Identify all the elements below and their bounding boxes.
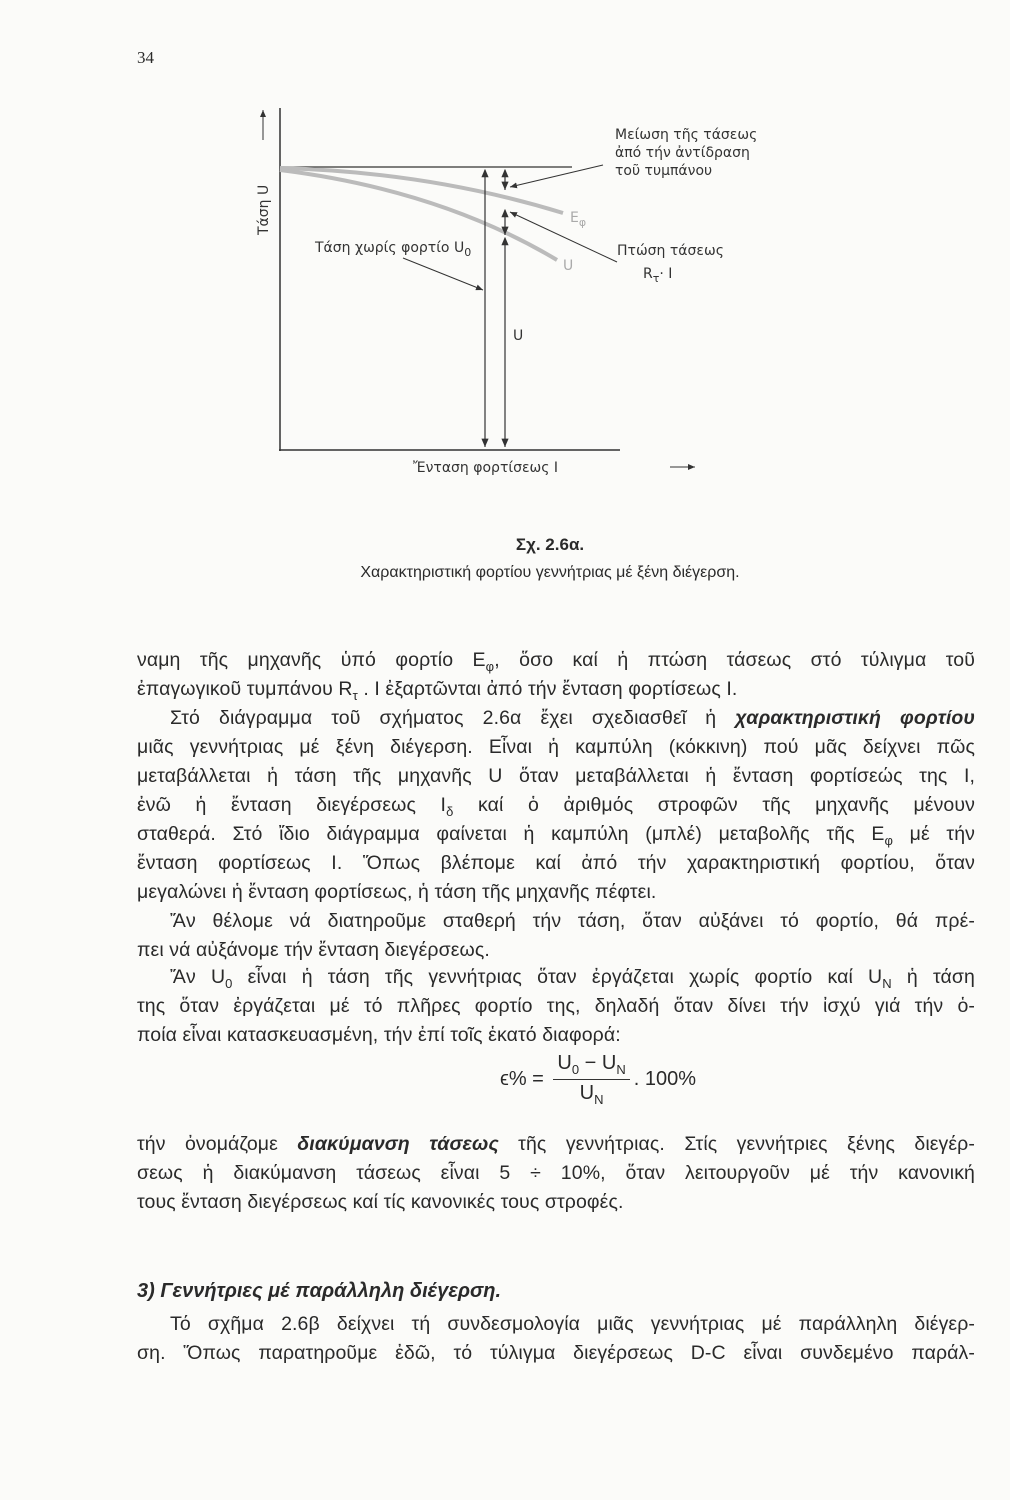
text-line: τήν ὀνομάζομε διακύμανση τάσεως τῆς γεννήτριας. Στίς γεννήτριες ξένης διεγέρ- [137, 1133, 975, 1155]
text-line: ποία εἶναι κατασκευασμένη, τήν ἐπί τοῖς ἑκατό διαφορά: [137, 1024, 621, 1046]
reduction-label-2: ἀπό τήν ἀντίδραση [615, 145, 750, 161]
drop-label-1: Πτώση τάσεως [617, 243, 724, 259]
text-line: τους ἔνταση διεγέρσεως καί τίς κανονικές τους στροφές. [137, 1191, 624, 1213]
no-load-pointer [403, 258, 483, 290]
text-line: Ἄν $U_0$ εἶναι ἡ τάση τῆς γεννήτριας ὅταν ἐργάζεται χωρίς φορτίο καί $U_N$ ἡ τάση [170, 966, 975, 991]
text-line: σταθερά. Στό ἴδιο διάγραμμα φαίνεται ἡ καμπύλη (μπλέ) μεταβολῆς τῆς $E_\varphi$ μέ τήν [137, 823, 975, 848]
page-number: 34 [137, 48, 154, 67]
section-heading: 3) Γεννήτριες μέ παράλληλη διέγερση. [137, 1280, 502, 1302]
u-dimension-label: U [513, 328, 524, 344]
y-axis-label: Τάση U [256, 184, 272, 235]
drop-pointer [510, 212, 617, 262]
figure-number: Σχ. 2.6α. [515, 535, 585, 554]
curve-e-phi-label: $E_\varphi$ [570, 210, 587, 229]
text-line: ση. Ὅπως παρατηροῦμε ἐδῶ, τό τύλιγμα διεγέρσεως D-C εἶναι συνδεμένο παράλ- [137, 1342, 975, 1364]
text-line: μεταβάλλεται ἡ τάση τῆς μηχανῆς U ὅταν μεταβάλλεται ἡ ἔνταση φορτίσεώς της I, [137, 765, 975, 787]
text-line: Τό σχῆμα 2.6β δείχνει τή συνδεσμολογία μιᾶς γεννήτριας μέ παράλληλη διέγερ- [170, 1313, 975, 1335]
no-load-label: Τάση χωρίς φορτίο $U_0$ [315, 240, 472, 259]
text-line: της ὅταν ἐργάζεται μέ τό πλῆρες φορτίο της, δηλαδή ὅταν δίνει τήν ἰσχύ γιά τήν ὁ- [137, 995, 975, 1017]
figure-caption: Χαρακτηριστική φορτίου γεννήτριας μέ ξένη διέγερση. [360, 564, 740, 581]
reduction-pointer [510, 165, 603, 187]
reduction-label-3: τοῦ τυμπάνου [615, 163, 713, 179]
drop-label-2: $R_\tau\cdot I$ [643, 266, 673, 285]
text-line: ἐπαγωγικοῦ τυμπάνου $R_\tau$ . I ἐξαρτῶνται ἀπό τήν ἔνταση φορτίσεως I. [137, 678, 738, 703]
text-line: ναμη τῆς μηχανῆς ὑπό φορτίο $E_\varphi$, ὅσο καί ἡ πτώση τάσεως στό τύλιγμα τοῦ [137, 649, 975, 674]
text-line: Στό διάγραμμα τοῦ σχήματος 2.6α ἔχει σχεδιασθεῖ ἡ χαρακτηριστική φορτίου [170, 707, 975, 729]
text-line: πει νά αὐξάνομε τήν ἔνταση διεγέρσεως. [137, 939, 490, 961]
reduction-label-1: Μείωση τῆς τάσεως [615, 127, 758, 143]
text-line: μιᾶς γεννήτριας μέ ξένη διέγερση. Εἶναι ἡ καμπύλη (κόκκινη) πού μᾶς δείχνει πῶς [137, 736, 975, 758]
text-line: σεως ἡ διακύμανση τάσεως εἶναι 5 ÷ 10%, ὅταν λειτουργοῦν μέ τήν κανονική [137, 1162, 975, 1184]
text-line: ἔνταση φορτίσεως I. Ὅπως βλέπομε καί ἀπό τήν χαρακτηριστική φορτίου, ὅταν [137, 852, 975, 874]
curve-u-label: U [563, 258, 574, 274]
x-axis-label: Ἔνταση φορτίσεως I [413, 460, 559, 476]
load-characteristic-figure [0, 0, 1010, 600]
text-line: μεγαλώνει ἡ ἔνταση φορτίσεως, ἡ τάση τῆς μηχανῆς πέφτει. [137, 881, 657, 903]
text-line: ἐνῶ ἡ ἔνταση διεγέρσεως $I_\delta$ καί ὁ ἀριθμός στροφῶν τῆς μηχανῆς μένουν [137, 794, 975, 819]
voltage-regulation-formula: ϵ% = $\frac{U_0 - U_N}{U_N}$ . 100% [500, 1052, 697, 1107]
text-line: Ἄν θέλομε νά διατηροῦμε σταθερή τήν τάση, ὅταν αὐξάνει τό φορτίο, θά πρέ- [170, 910, 975, 932]
